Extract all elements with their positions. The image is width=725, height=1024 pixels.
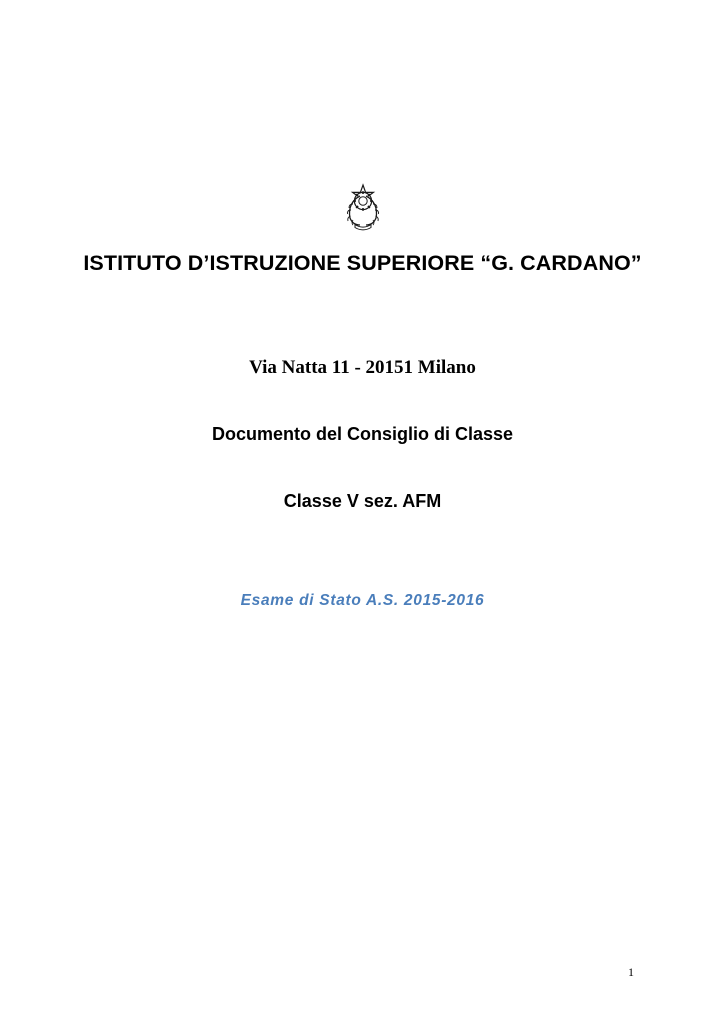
document-type: Documento del Consiglio di Classe <box>211 424 514 444</box>
institute-address: Via Natta 11 - 20151 Milano <box>249 357 476 378</box>
page-number: 1 <box>628 965 634 979</box>
page-title: ISTITUTO D’ISTRUZIONE SUPERIORE “G. CARDANO” <box>83 251 642 275</box>
emblem-container <box>0 178 725 237</box>
italian-republic-emblem-icon <box>340 178 386 232</box>
exam-session-label: Esame di Stato A.S. 2015-2016 <box>240 592 485 609</box>
class-label: Classe V sez. AFM <box>283 491 442 511</box>
